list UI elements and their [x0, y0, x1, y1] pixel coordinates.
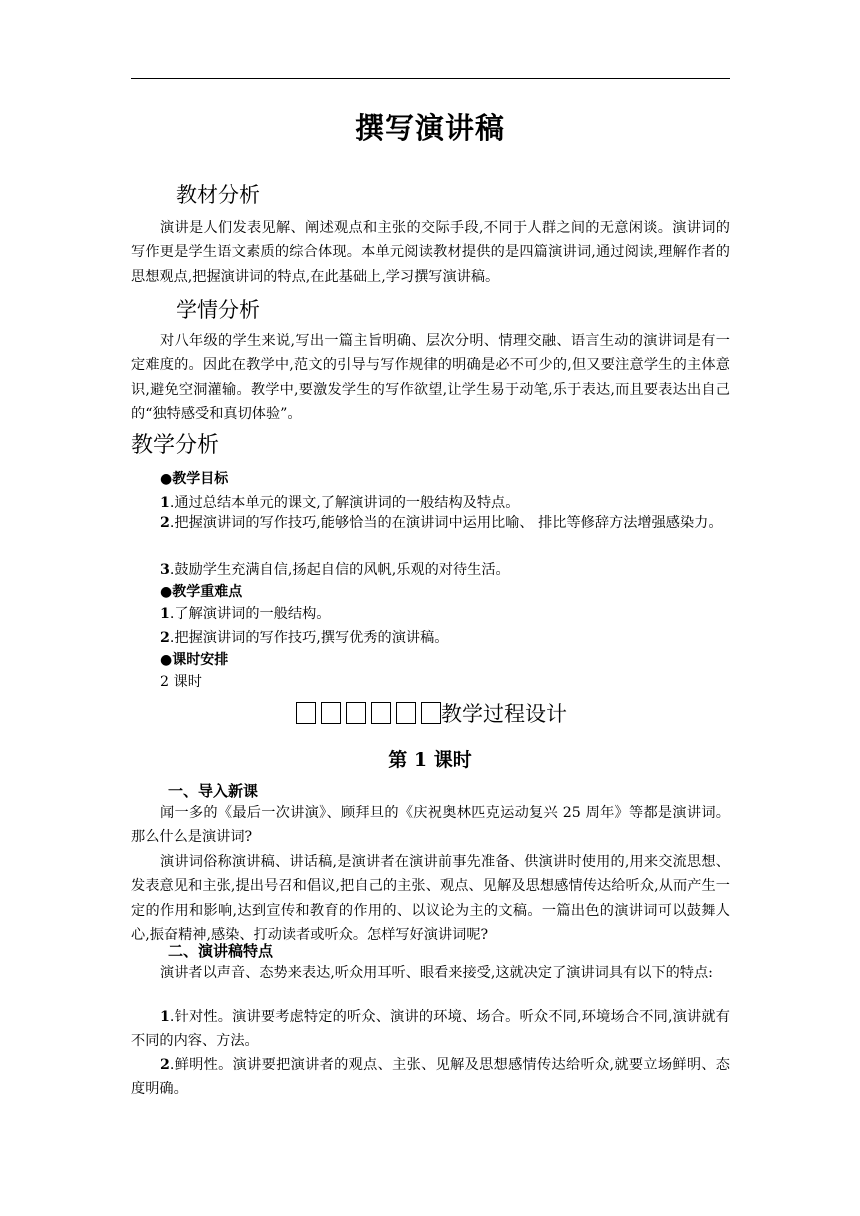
heading-intro: 一、导入新课 [168, 782, 259, 800]
lesson-title: 第 1 课时 [388, 749, 472, 771]
heading-features: 二、演讲稿特点 [168, 942, 274, 960]
placeholder-box [296, 702, 316, 724]
placeholder-box [321, 702, 341, 724]
goal-item-3: 3.鼓励学生充满自信,扬起自信的风帆,乐观的对待生活。 [160, 562, 510, 578]
process-design-title: 教学过程设计 [441, 702, 567, 726]
paragraph-student-analysis: 对八年级的学生来说,写出一篇主旨明确、层次分明、情理交融、语言生动的演讲词是有一定难度的。因此在教学中,范文的引导与写作规律的明确是必不可少的,但又要注意学生的主体意识,避免空洞灌输。教学中,要激发学生的写作欲望,让学生易于动笔,乐于表达,而且要表达出自己的“独特感受和真切体验”。 [131, 333, 730, 423]
key-item-1: 1.了解演讲词的一般结构。 [160, 606, 331, 622]
heading-materials-analysis: 教材分析 [176, 183, 260, 207]
process-design-heading [296, 697, 567, 729]
key-item-2: 2.把握演讲词的写作技巧,撰写优秀的演讲稿。 [160, 630, 449, 646]
feature-item-1: 1.针对性。演讲要考虑特定的听众、演讲的环境、场合。听众不同,环境场合不同,演讲就有不同的内容、方法。 [131, 1009, 730, 1050]
goal-item-2: 2.把握演讲词的写作技巧,能够恰当的在演讲词中运用比喻、 排比等修辞方法增强感染力。 [160, 515, 723, 531]
header-rule [131, 78, 730, 79]
schedule-value: 2 课时 [160, 674, 202, 690]
placeholder-boxes [296, 702, 441, 724]
heading-teaching-analysis: 教学分析 [131, 433, 220, 458]
placeholder-box [396, 702, 416, 724]
label-teaching-goals: ●教学目标 [160, 471, 229, 487]
goal-item-1: 1.通过总结本单元的课文,了解演讲词的一般结构及特点。 [160, 495, 520, 511]
document-title: 撰写演讲稿 [354, 111, 505, 145]
paragraph-intro-2: 演讲词俗称演讲稿、讲话稿,是演讲者在演讲前事先准备、供演讲时使用的,用来交流思想、发表意见和主张,提出号召和倡议,把自己的主张、观点、见解及思想感情传达给听众,从而产生一定的作用和影响,达到宣传和教育的作用的、以议论为主的文稿。一篇出色的演讲词可以鼓舞人心,振奋精神,感染、打动读者或听众。怎样写好演讲词呢? [131, 854, 730, 944]
label-schedule: ●课时安排 [160, 652, 229, 668]
paragraph-features-intro: 演讲者以声音、态势来表达,听众用耳听、眼看来接受,这就决定了演讲词具有以下的特点: [160, 965, 713, 981]
feature-item-2: 2.鲜明性。演讲要把演讲者的观点、主张、见解及思想感情传达给听众,就要立场鲜明、态度明确。 [131, 1057, 730, 1098]
heading-student-analysis: 学情分析 [176, 298, 260, 322]
paragraph-materials-analysis: 演讲是人们发表见解、阐述观点和主张的交际手段,不同于人群之间的无意闲谈。演讲词的写作更是学生语文素质的综合体现。本单元阅读教材提供的是四篇演讲词,通过阅读,理解作者的思想观点,把握演讲词的特点,在此基础上,学习撰写演讲稿。 [131, 220, 730, 285]
label-key-points: ●教学重难点 [160, 584, 243, 600]
placeholder-box [421, 702, 441, 724]
placeholder-box [346, 702, 366, 724]
placeholder-box [371, 702, 391, 724]
paragraph-intro-1: 闻一多的《最后一次讲演》、顾拜旦的《庆祝奥林匹克运动复兴 25 周年》等都是演讲词。那么什么是演讲词? [131, 805, 730, 846]
